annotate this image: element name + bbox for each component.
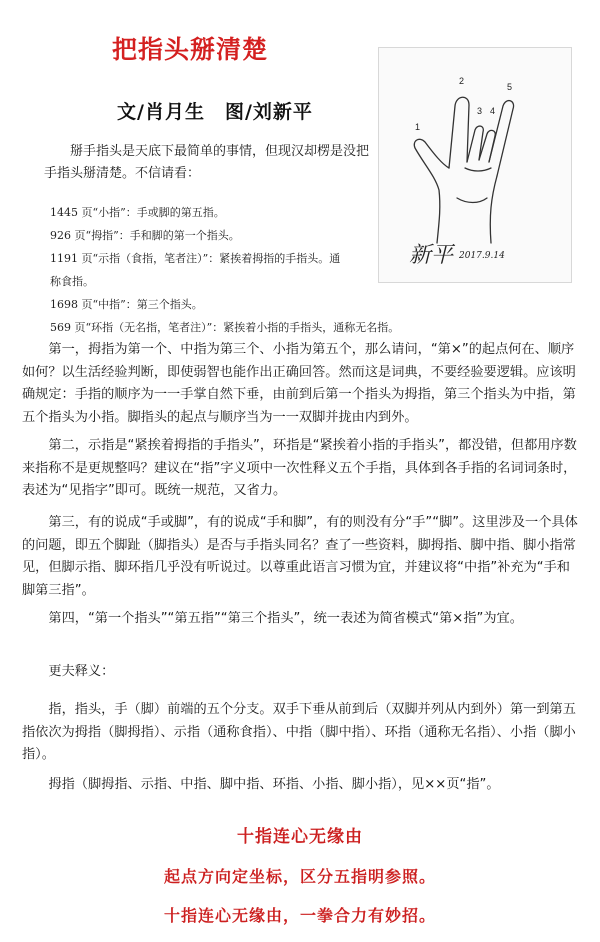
finger-number: 1 — [415, 122, 421, 132]
intro-paragraph — [44, 141, 374, 185]
finger-number: 3 — [477, 106, 483, 116]
paragraph-1 — [22, 339, 582, 429]
intro-text: 掰手指头是天底下最简单的事情，但现汉却楞是没把手指头掰清楚。不信请看： — [44, 144, 370, 181]
quote-line: 1445 页“小指”：手或脚的第五指。 — [50, 206, 225, 219]
poem-title: 十指连心无缘由 — [237, 827, 363, 847]
paragraph-3 — [22, 512, 582, 602]
paragraph-text: 拇指（脚拇指、示指、中指、脚中指、环指、小指、脚小指），见××页“指”。 — [48, 777, 500, 792]
paragraph-6 — [22, 699, 582, 767]
hand-drawing — [379, 48, 571, 282]
quote-line: 926 页“拇指”：手和脚的第一个指头。 — [50, 229, 240, 242]
poem-line: 起点方向定坐标，区分五指明参照。 — [163, 867, 436, 886]
poem-line: 十指连心无缘由，一拳合力有妙招。 — [163, 906, 436, 925]
quote-line: 1191 页“示指（食指，笔者注）”：紧挨着拇指的手指头。通称食指。 — [50, 252, 341, 288]
paragraph-4 — [22, 608, 582, 631]
paragraph-2 — [22, 435, 582, 503]
signature-date: 2017.9.14 — [459, 251, 505, 261]
quote-line: 1698 页“中指”：第三个指头。 — [50, 298, 203, 311]
byline: 文/肖月生 图/刘新平 — [117, 101, 313, 123]
paragraph-text: 指，指头，手（脚）前端的五个分支。双手下垂从前到后（双脚并列从内到外）第一到第五指依次为拇指（脚拇指）、示指（通称食指）、中指（脚中指）、环指（通称无名指）、小指（脚小指）。 — [22, 702, 576, 762]
paragraph-5 — [22, 661, 582, 684]
paragraph-text: 更夫释义： — [48, 664, 115, 679]
paragraph-text: 第三，有的说成“手或脚”，有的说成“手和脚”，有的则没有分“手”“脚”。这里涉及一个具体的问题，即五个脚趾（脚指头）是否与手指头同名？查了一些资料，脚拇指、脚中指、脚小指常见，但脚示指、脚环指几乎没有听说过。以尊重此语言习惯为宜，并建议将“中指”补充为“手和脚第三指”。 — [22, 515, 578, 598]
artist-signature: 新平 — [409, 243, 454, 268]
article-title: 把指头掰清楚 — [111, 35, 268, 64]
paragraph-7 — [22, 774, 582, 797]
hand-illustration — [378, 47, 572, 283]
paragraph-text: 第四，“第一个指头”“第五指”“第三个指头”，统一表述为简省模式“第×指”为宜。 — [48, 611, 523, 626]
finger-number: 5 — [507, 82, 513, 92]
quote-line: 569 页“环指（无名指，笔者注）”：紧挨着小指的手指头，通称无名指。 — [50, 321, 400, 334]
finger-number: 4 — [490, 106, 496, 116]
paragraph-text: 第一，拇指为第一个、中指为第三个、小指为第五个，那么请问，“第×”的起点何在、顺序如何？以生活经验判断，即使弱智也能作出正确回答。然而这是词典，不要经验要逻辑。应该明确规定：手指的顺序为一一手掌自然下垂，由前到后第一个指头为拇指，第三个指头为中指，第五个指头为小指。脚指头的起点与顺序当为一一双脚并拢由内到外。 — [22, 342, 576, 425]
finger-number: 2 — [459, 76, 465, 86]
paragraph-text: 第二，示指是“紧挨着拇指的手指头”，环指是“紧挨着小指的手指头”，都没错，但都用序数来指称不是更规整吗？建议在“指”字义项中一次性释义五个手指，具体到各手指的名词词条时，表述为“见指字”即可。既统一规范，又省力。 — [22, 438, 577, 498]
